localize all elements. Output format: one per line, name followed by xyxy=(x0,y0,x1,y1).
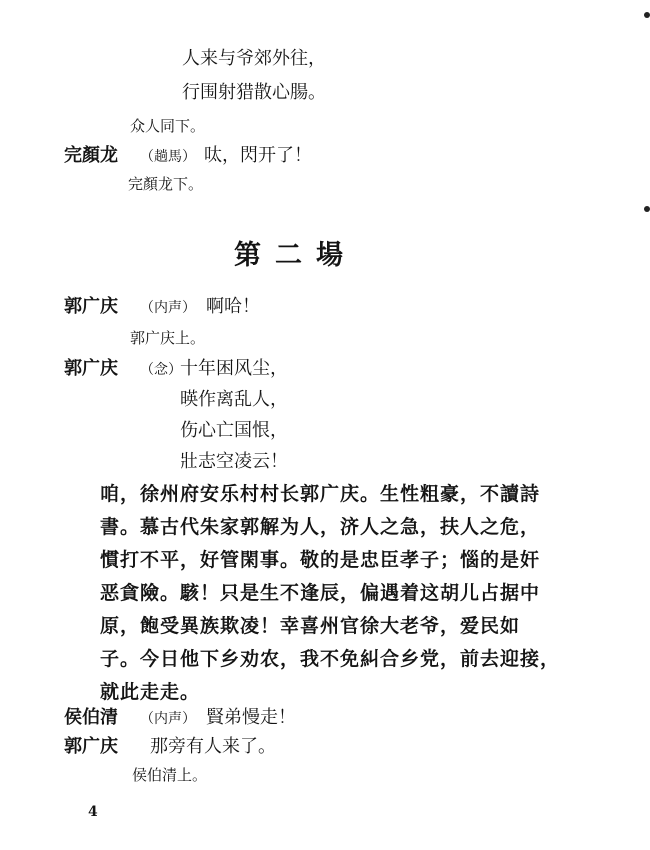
speaker-name: 完顏龙 xyxy=(64,145,118,166)
dialogue-line: 那旁有人来了。 xyxy=(150,736,276,757)
prose-line: 子。今日他下乡劝农，我不免糾合乡党，前去迎接， xyxy=(100,648,561,670)
prose-line: 就此走走。 xyxy=(100,681,201,703)
stage-cue: （趟馬） xyxy=(140,149,196,165)
prose-line: 原，飽受異族欺凌！幸喜州官徐大老爷，爱民如 xyxy=(100,615,521,637)
page-number: 4 xyxy=(88,804,98,820)
prose-line: 咱，徐州府安乐村村长郭广庆。生性粗豪，不讀詩 xyxy=(100,483,541,505)
poem-line: 暎作离乱人， xyxy=(180,389,288,410)
stage-cue: （内声） xyxy=(140,711,196,727)
poem-line: 壯志空凌云！ xyxy=(180,451,288,472)
prose-line: 恶貪險。駭！只是生不逢辰，偏遇着这胡儿占据中 xyxy=(100,582,541,604)
dialogue-line: 呔，閃开了！ xyxy=(204,145,312,166)
stage-direction: 侯伯清上。 xyxy=(132,766,208,784)
speaker-name: 郭广庆 xyxy=(64,358,118,379)
stage-cue: （内声） xyxy=(140,300,196,316)
scene-title: 第二場 xyxy=(234,240,357,271)
stage-direction: 众人同下。 xyxy=(130,117,206,135)
stage-cue: （念） xyxy=(140,362,182,378)
scan-speck xyxy=(644,206,650,212)
verse-line: 人来与爷郊外往， xyxy=(182,48,326,69)
stage-direction: 郭广庆上。 xyxy=(130,329,206,347)
speaker-name: 郭广庆 xyxy=(64,736,118,757)
stage-direction: 完顏龙下。 xyxy=(128,175,204,193)
verse-line: 行围射猎散心腸。 xyxy=(182,82,326,103)
speaker-name: 郭广庆 xyxy=(64,296,118,317)
prose-line: 書。慕古代朱家郭解为人，济人之急，扶人之危， xyxy=(100,516,541,538)
poem-line: 伤心亡国恨， xyxy=(180,420,288,441)
prose-line: 慣打不平，好管閑事。敬的是忠臣孝子；惱的是奸 xyxy=(100,549,541,571)
dialogue-line: 啊哈！ xyxy=(206,296,260,317)
poem-line: 十年困风尘， xyxy=(180,358,288,379)
scan-speck xyxy=(644,12,650,18)
dialogue-line: 賢弟慢走！ xyxy=(206,707,296,728)
speaker-name: 侯伯清 xyxy=(64,707,118,728)
